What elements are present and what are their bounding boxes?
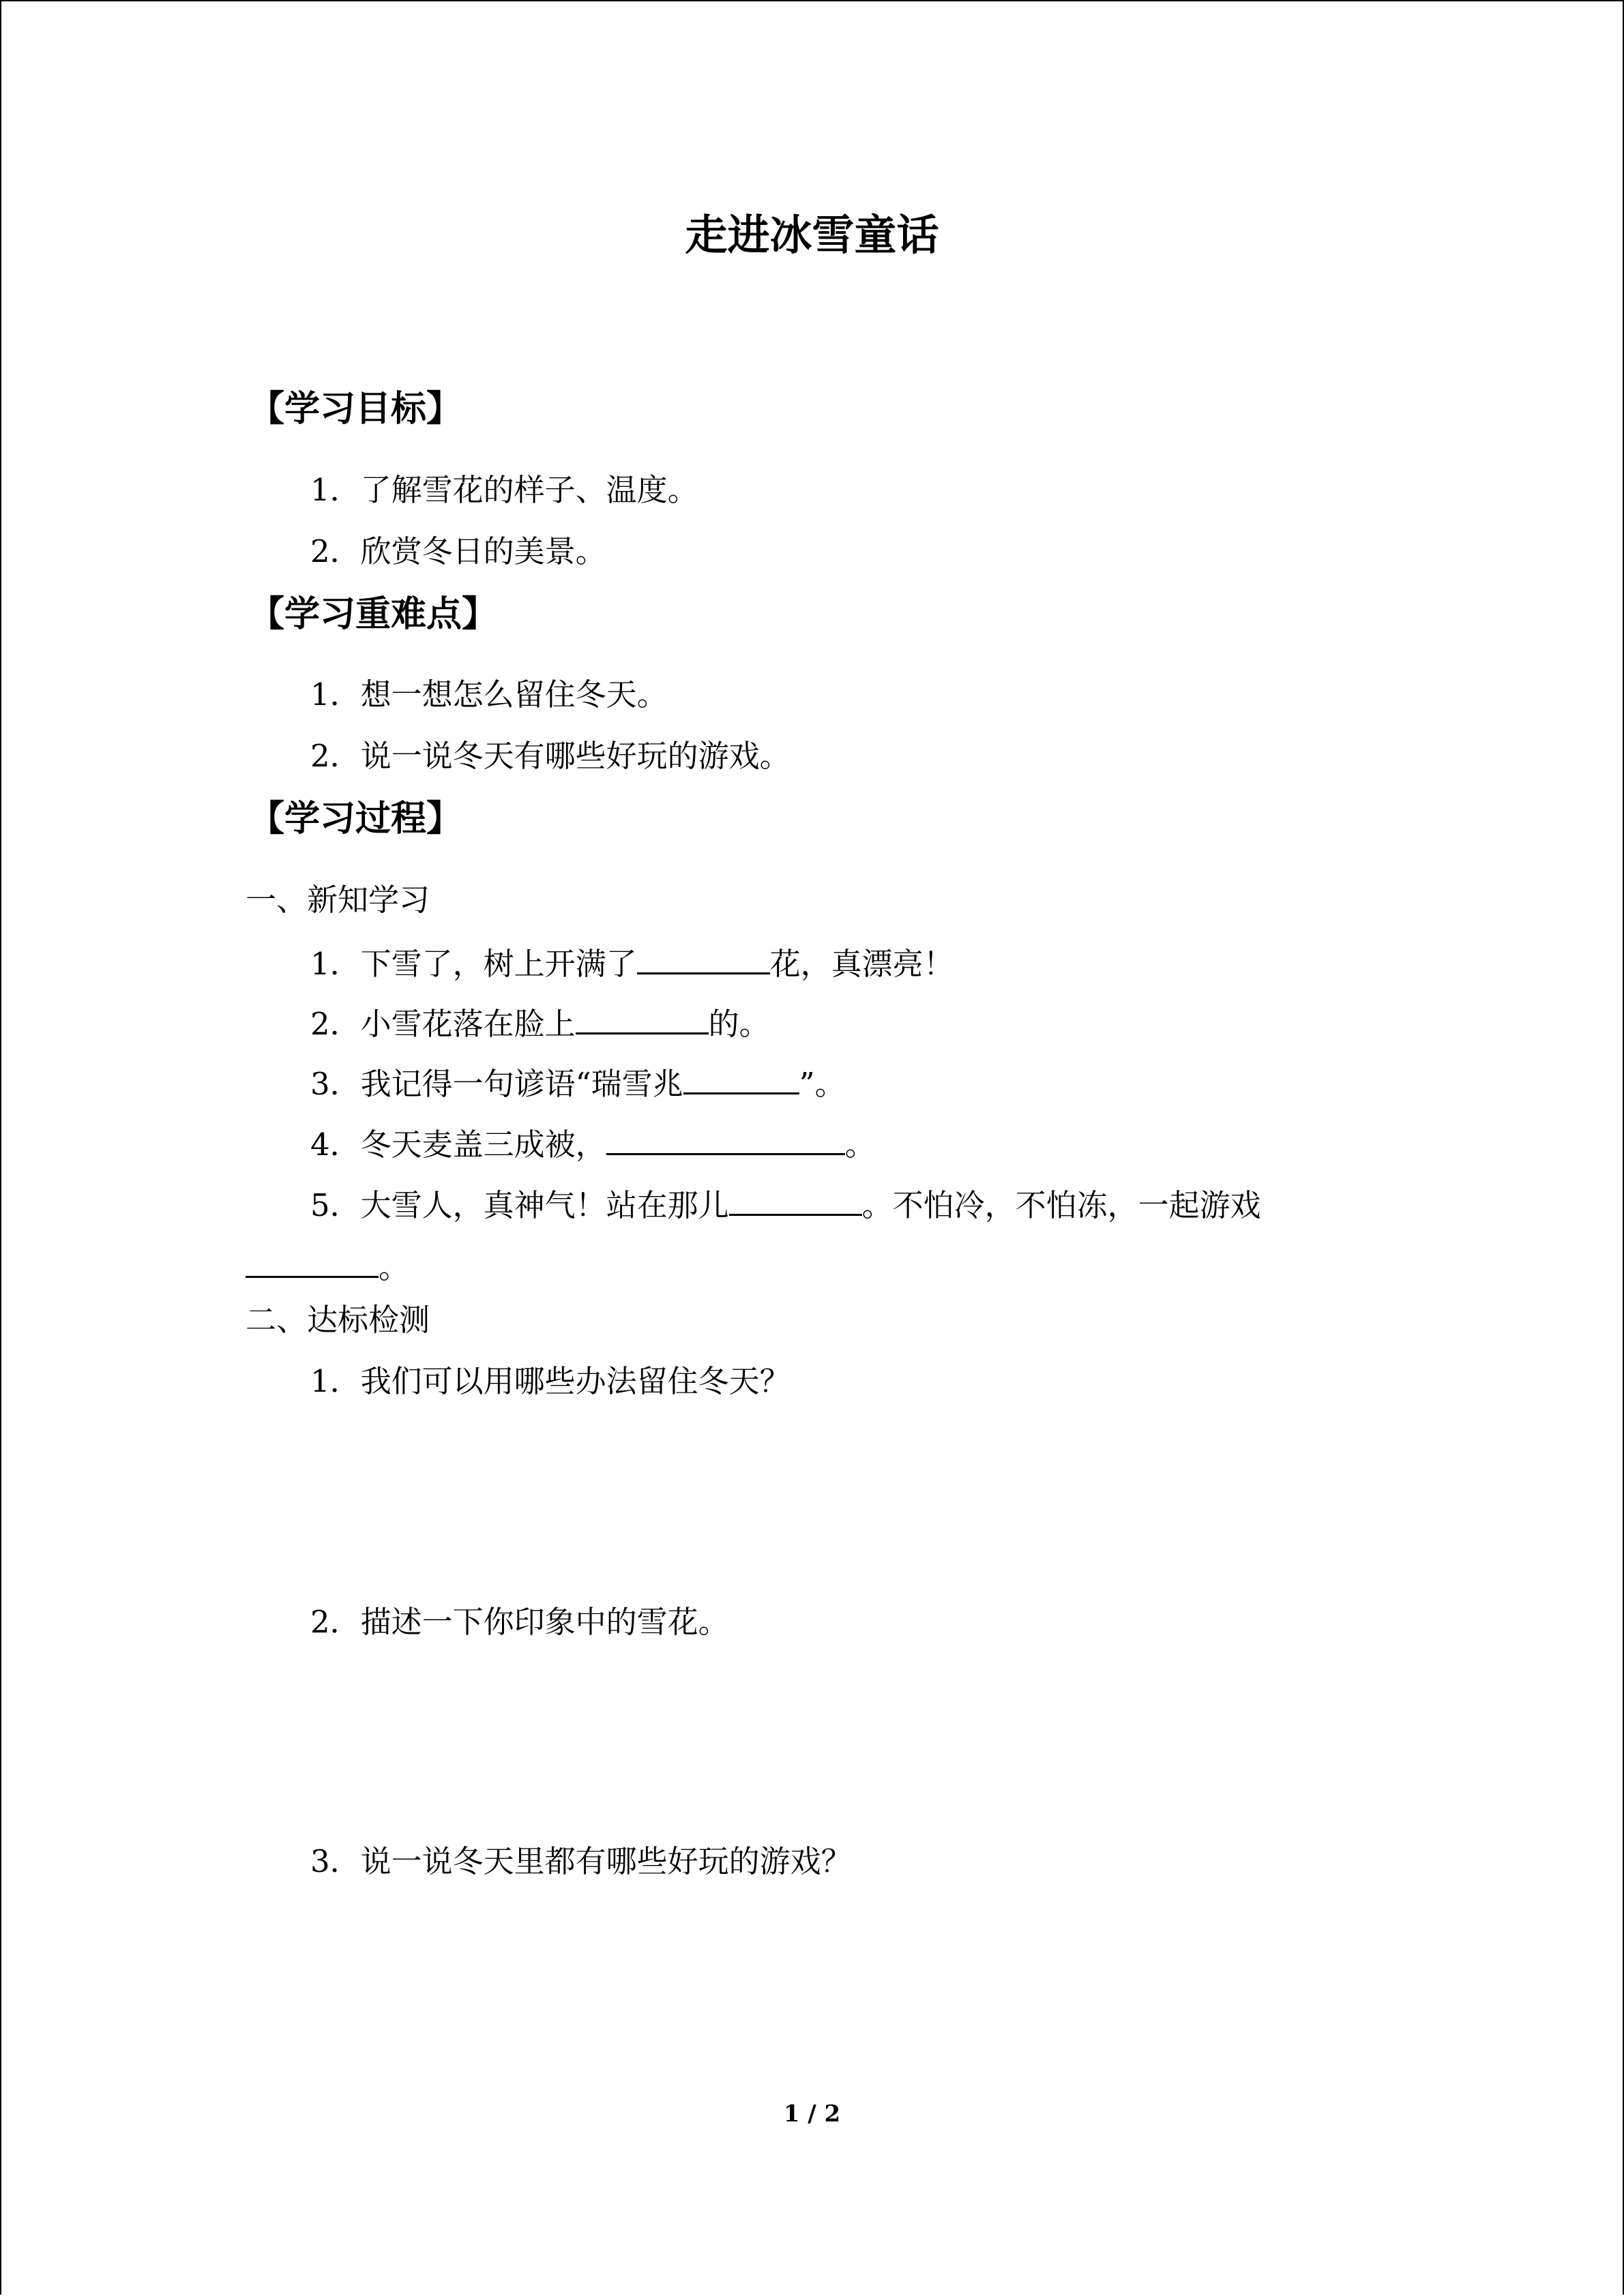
answer-blank[interactable]	[729, 1182, 862, 1216]
fill-question-5-continued	[246, 1244, 409, 1288]
question-text: 5．大雪人，真神气！站在那儿	[310, 1187, 729, 1223]
document-title: 走进冰雪童话	[685, 210, 939, 260]
objective-item: 1．了解雪花的样子、温度。	[310, 472, 698, 508]
question-text: 的。	[708, 1006, 770, 1042]
question-text: 。不怕冷，不怕冻，一起游戏	[861, 1187, 1261, 1223]
check-question-3: 3．说一说冬天里都有哪些好玩的游戏？	[310, 1843, 852, 1879]
fill-question-1	[310, 941, 954, 985]
question-text: 。	[379, 1249, 410, 1285]
key-point-item: 2．说一说冬天有哪些好玩的游戏。	[310, 738, 791, 774]
fill-question-5	[310, 1182, 1261, 1226]
question-text: 。	[844, 1127, 876, 1163]
part2-heading: 二、达标检测	[246, 1302, 430, 1338]
part1-heading: 一、新知学习	[246, 882, 430, 918]
question-text: 花，真漂亮！	[769, 946, 954, 982]
fill-question-2	[310, 1001, 770, 1045]
key-point-item: 1．想一想怎么留住冬天。	[310, 676, 668, 713]
question-text: 3．我记得一句谚语“瑞雪兆	[310, 1066, 683, 1102]
answer-blank[interactable]	[683, 1061, 799, 1094]
check-question-2: 2．描述一下你印象中的雪花。	[310, 1604, 729, 1640]
heading-objectives: 【学习目标】	[249, 388, 462, 430]
heading-process: 【学习过程】	[249, 798, 462, 839]
question-text: 4．冬天麦盖三成被，	[310, 1127, 606, 1163]
check-question-1: 1．我们可以用哪些办法留住冬天？	[310, 1363, 791, 1399]
objective-item: 2．欣赏冬日的美景。	[310, 533, 606, 569]
answer-blank[interactable]	[637, 941, 770, 974]
answer-blank[interactable]	[606, 1122, 845, 1155]
question-text: ”。	[799, 1066, 846, 1102]
answer-blank[interactable]	[246, 1244, 379, 1278]
page-number: 1 / 2	[783, 2100, 841, 2128]
answer-blank[interactable]	[576, 1001, 709, 1034]
fill-question-3	[310, 1061, 846, 1105]
fill-question-4	[310, 1122, 876, 1165]
question-text: 1．下雪了，树上开满了	[310, 946, 637, 982]
question-text: 2．小雪花落在脸上	[310, 1006, 576, 1042]
heading-key-points: 【学习重难点】	[249, 593, 498, 635]
